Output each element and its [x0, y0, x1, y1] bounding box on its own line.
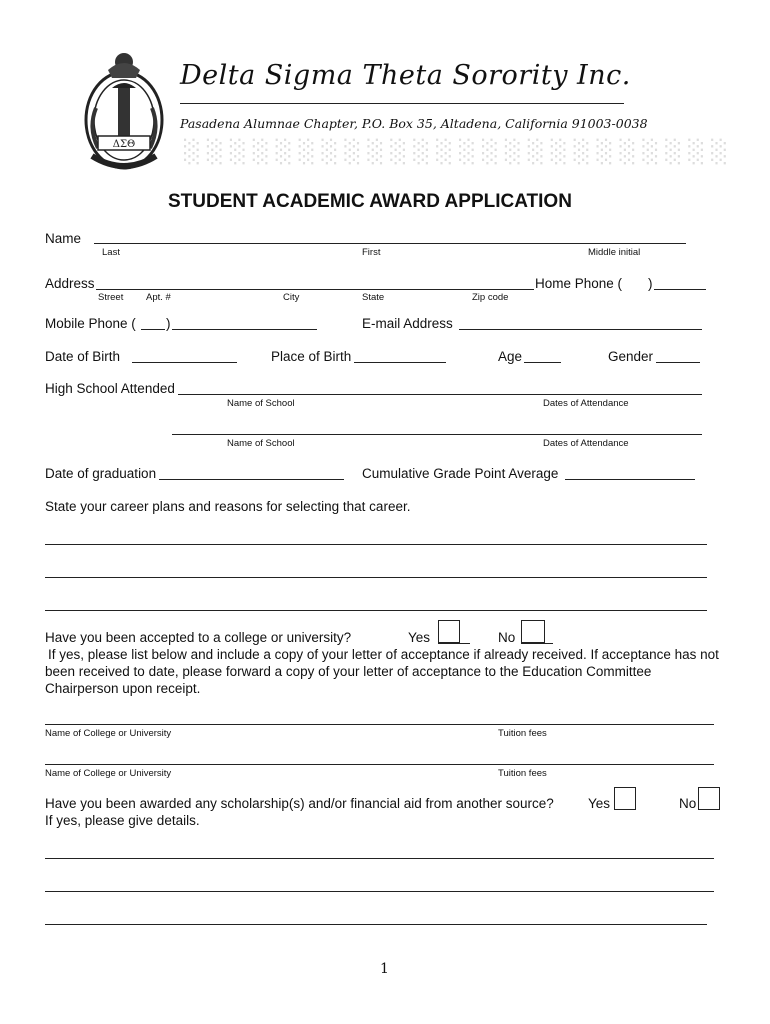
- college-line-1[interactable]: [45, 724, 714, 725]
- header-rule: [180, 103, 624, 104]
- hs-line-2[interactable]: [172, 434, 702, 435]
- scholarship-yes-label: Yes: [588, 796, 611, 811]
- hs-dates-caption-1: Dates of Attendance: [543, 398, 629, 409]
- name-middle-caption: Middle initial: [588, 247, 641, 258]
- address-city-caption: City: [283, 292, 300, 303]
- hs-line-1[interactable]: [178, 394, 702, 395]
- faded-watermark-band: ░░░░░░░░░░░░░░░░░░░░░░░░: [184, 140, 735, 165]
- career-line-3[interactable]: [45, 610, 707, 611]
- org-name: Delta Sigma Theta Sorority Inc.: [180, 60, 631, 91]
- career-line-2[interactable]: [45, 577, 707, 578]
- name-line[interactable]: [94, 243, 686, 244]
- name-label: Name: [45, 231, 82, 246]
- dob-label: Date of Birth: [45, 349, 121, 364]
- address-line[interactable]: [96, 289, 534, 290]
- email-line[interactable]: [459, 329, 702, 330]
- address-label: Address: [45, 276, 95, 291]
- address-state-caption: State: [362, 292, 385, 303]
- sorority-crest-icon: [78, 48, 170, 176]
- grad-label: Date of graduation: [45, 466, 157, 481]
- grad-line[interactable]: [159, 479, 344, 480]
- accepted-instructions: If yes, please list below and include a copy of your letter of acceptance if already received. If acceptance has not been received to date, please forward a copy of your letter of acceptance to the Education Committee Chairperson upon receipt.: [45, 647, 719, 696]
- scholarship-no-label: No: [679, 796, 697, 811]
- svg-text:ΔΣΘ: ΔΣΘ: [112, 139, 136, 150]
- name-first-caption: First: [362, 247, 381, 258]
- home-phone-close: ): [648, 276, 653, 291]
- email-label: E-mail Address: [362, 316, 453, 331]
- accepted-no-checkbox[interactable]: [521, 620, 545, 643]
- page-number: 1: [380, 961, 389, 977]
- accepted-no-line: [521, 643, 553, 644]
- tuition-caption-2: Tuition fees: [498, 768, 547, 779]
- hs-dates-caption-2: Dates of Attendance: [543, 438, 629, 449]
- mobile-phone-line[interactable]: [172, 329, 317, 330]
- address-zip-caption: Zip code: [472, 292, 509, 303]
- age-label: Age: [498, 349, 523, 364]
- name-last-caption: Last: [102, 247, 120, 258]
- pob-label: Place of Birth: [271, 349, 352, 364]
- accepted-yes-checkbox[interactable]: [438, 620, 460, 643]
- accepted-no-label: No: [498, 630, 516, 645]
- scholarship-details-label: If yes, please give details.: [45, 813, 200, 828]
- gender-label: Gender: [608, 349, 654, 364]
- form-title: STUDENT ACADEMIC AWARD APPLICATION: [168, 191, 572, 212]
- scholarship-question: Have you been awarded any scholarship(s) and/or financial aid from another source?: [45, 796, 554, 811]
- college-name-caption-2: Name of College or University: [45, 768, 172, 779]
- hs-label: High School Attended: [45, 381, 175, 396]
- address-apt-caption: Apt. #: [146, 292, 171, 303]
- scholarship-line-3[interactable]: [45, 924, 707, 925]
- accepted-yes-line: [438, 643, 470, 644]
- career-line-1[interactable]: [45, 544, 707, 545]
- age-line[interactable]: [524, 362, 561, 363]
- accepted-yes-label: Yes: [408, 630, 431, 645]
- scholarship-yes-checkbox[interactable]: [614, 787, 636, 810]
- scholarship-line-2[interactable]: [45, 891, 714, 892]
- mobile-phone-label: Mobile Phone (: [45, 316, 136, 331]
- mobile-phone-close: ): [166, 316, 171, 331]
- tuition-caption-1: Tuition fees: [498, 728, 547, 739]
- scholarship-line-1[interactable]: [45, 858, 714, 859]
- hs-name-caption-2: Name of School: [227, 438, 295, 449]
- chapter-address: Pasadena Alumnae Chapter, P.O. Box 35, Altadena, California 91003-0038: [180, 116, 648, 131]
- college-name-caption-1: Name of College or University: [45, 728, 172, 739]
- gpa-line[interactable]: [565, 479, 695, 480]
- pob-line[interactable]: [354, 362, 446, 363]
- accepted-question: Have you been accepted to a college or university?: [45, 630, 352, 645]
- hs-name-caption-1: Name of School: [227, 398, 295, 409]
- scholarship-no-checkbox[interactable]: [698, 787, 720, 810]
- home-phone-label: Home Phone (: [535, 276, 623, 291]
- mobile-area-line[interactable]: [141, 329, 165, 330]
- address-street-caption: Street: [98, 292, 124, 303]
- college-line-2[interactable]: [45, 764, 714, 765]
- gpa-label: Cumulative Grade Point Average: [362, 466, 559, 481]
- career-label: State your career plans and reasons for selecting that career.: [45, 499, 411, 514]
- dob-line[interactable]: [132, 362, 237, 363]
- gender-line[interactable]: [656, 362, 700, 363]
- home-phone-line[interactable]: [654, 289, 706, 290]
